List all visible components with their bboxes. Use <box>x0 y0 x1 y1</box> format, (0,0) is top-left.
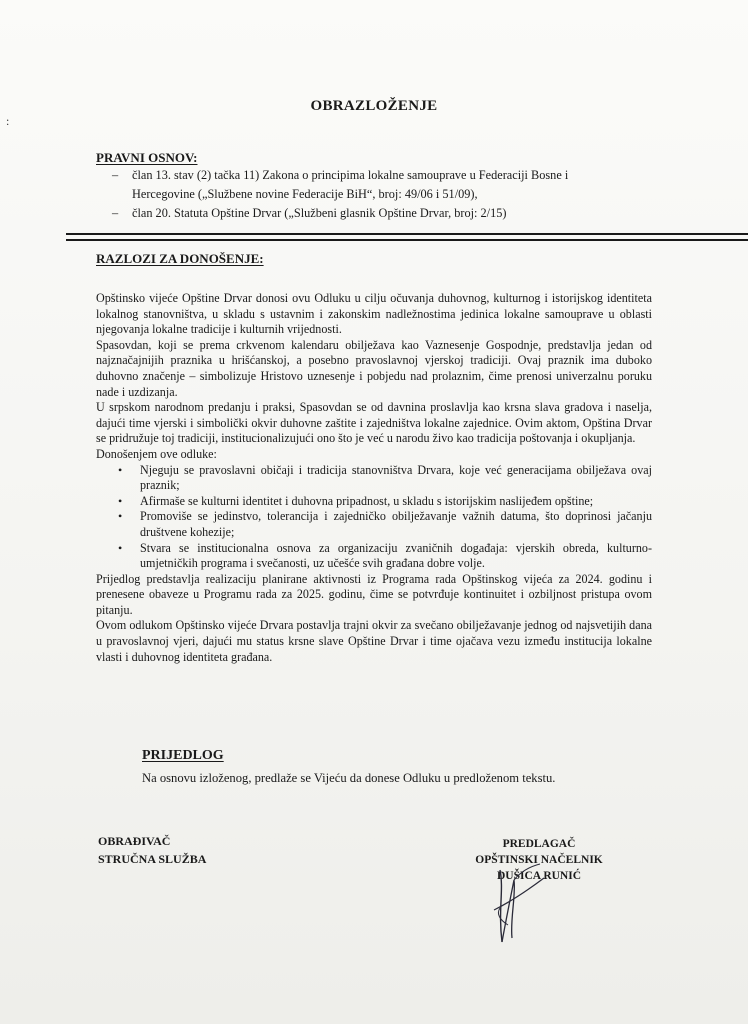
reasons-bullet-item: • Promoviše se jedinstvo, tolerancija i zajedničko obilježavanje važnih datuma, što doprinosi jačanju društvene kohezije; <box>140 509 652 540</box>
reasons-body <box>96 291 652 665</box>
reasons-bullet-item: • Afirmaše se kulturni identitet i duhovna pripadnost, u skladu s istorijskim naslijeđem opštine; <box>140 494 652 510</box>
dash-bullet: – <box>112 168 119 182</box>
document-title: OBRAZLOŽENJE <box>310 98 438 114</box>
legal-basis-item-text: član 20. Statuta Opštine Drvar („Službeni glasnik Opštine Drvar, broj: 2/15) <box>132 206 507 220</box>
handwritten-signature <box>470 850 580 950</box>
dash-bullet: – <box>112 206 119 220</box>
margin-mark: : <box>6 114 10 128</box>
legal-basis-item-text: član 13. stav (2) tačka 11) Zakona o principima lokalne samouprave u Federaciji Bosne i Hercegovine („Službene novine Federacije BiH“, broj: 49/06 i 51/09), <box>132 168 569 201</box>
reasons-heading: RAZLOZI ZA DONOŠENJE: <box>96 251 264 266</box>
legal-basis-item <box>112 204 632 223</box>
reasons-bullet-item: • Stvara se institucionalna osnova za organizaciju zvaničnih događaja: vjerskih obreda, kulturno-umjetničkih programa i svečanosti, uz učešće svih građana dobre volje. <box>140 541 652 572</box>
reasons-bullet-item: • Njeguju se pravoslavni običaji i tradicija stanovništva Drvara, koje već generacijama obilježava ovaj praznik; <box>140 463 652 494</box>
proposer-office: OPŠTINSKI NAČELNIK <box>475 854 603 866</box>
divider-line <box>66 233 748 235</box>
closing-paragraph: Prijedlog predstavlja realizaciju planirane aktivnosti iz Programa rada Opštinskog vijeća za 2024. godinu i prenesene obaveze u Programu rada za 2025. godinu, čime se potvrđuje kontinuitet i ozbiljnost pristupa ovom pitanju. <box>96 571 652 617</box>
reasons-paragraph: Donošenjem ove odluke: <box>96 446 217 461</box>
legal-basis-heading: PRAVNI OSNOV: <box>96 150 198 165</box>
proposer-name: DUŠICA RUNIĆ <box>496 870 582 882</box>
reasons-paragraph: Spasovdan, koji se prema crkvenom kalendaru obilježava kao Vaznesenje Gospodnje, predstavlja jedan od najznačajnijih praznika u hrišćanskoj, a posebno pravoslavnoj vjerskoj tradiciji. Ovaj praznik ima duboko duhovno značenje – simbolizuje Hristovo uznesenje i pobjedu nad prolaznim, čime prenosi univerzalnu poruku nade i uzdizanja. <box>96 337 652 399</box>
reasons-paragraph: U srpskom narodnom predanju i praksi, Spasovdan se od davnina proslavlja kao krsna slava gradova i naselja, dajući time vjerski i simbolički okvir duhovne zaštite i zajedništva lokalne zajednice. Ovim aktom, Opština Drvar se pridružuje toj tradiciji, institucionalizujući ono što je već u narodu živo kao tradicija poštovanja i okupljanja. <box>96 400 652 446</box>
proposer-title: PREDLAGAČ <box>502 838 576 850</box>
reasons-paragraph: Opštinsko vijeće Opštine Drvar donosi ovu Odluku u cilju očuvanja duhovnog, kulturnog i istorijskog identiteta lokalnog stanovništva, u skladu s ustavnim i zakonskim nadležnostima jedinica lokalne samouprave u oblasti njegovanja lokalne tradicije i kulturnih vrijednosti. <box>96 291 652 337</box>
author-block <box>98 832 206 868</box>
legal-basis-item <box>112 166 632 204</box>
reasons-bullet-list <box>96 463 652 572</box>
proposal-heading: PRIJEDLOG <box>142 748 224 763</box>
author-department: STRUČNA SLUŽBA <box>98 852 207 866</box>
proposal-text: Na osnovu izloženog, predlaže se Vijeću da donese Odluku u predloženom tekstu. <box>142 771 556 785</box>
divider-line <box>66 239 748 241</box>
closing-paragraph: Ovom odlukom Opštinsko vijeće Drvara postavlja trajni okvir za svečano obilježavanje jednog od najsvetijih dana u pravoslavnoj vjeri, dajući mu status krsne slave Opštine Drvar i time ojačava vezu između institucija lokalne vlasti i duhovnog identiteta građana. <box>96 618 652 664</box>
legal-basis-list <box>112 166 632 223</box>
author-title: OBRAĐIVAČ <box>98 834 171 848</box>
